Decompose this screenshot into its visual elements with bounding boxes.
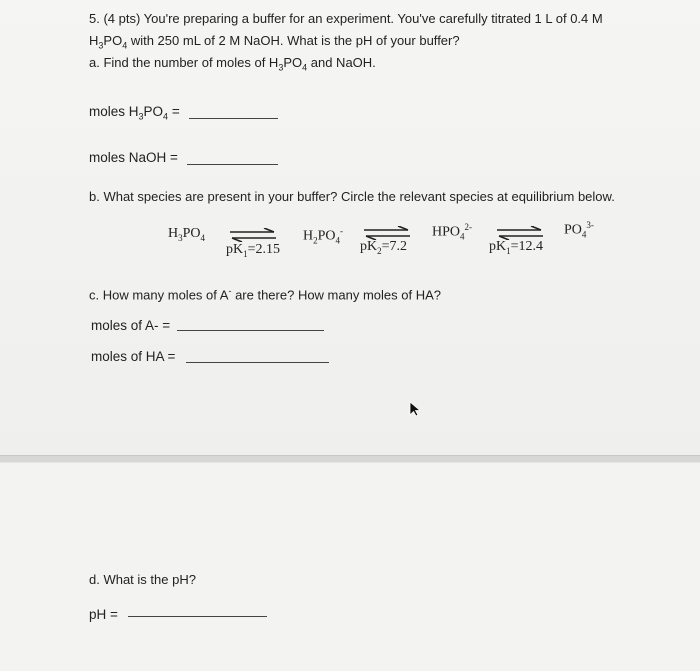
mouse-pointer-icon xyxy=(409,401,423,417)
moles-naoh-answer-line[interactable] xyxy=(187,164,278,165)
moles-a-minus-label: moles of A- = xyxy=(91,318,171,333)
pk2-label: $pK_2=7.2$ xyxy=(360,239,408,256)
moles-h3po4-answer-line[interactable] xyxy=(189,118,278,119)
pk3-label: $pK_1=12.4$ xyxy=(489,239,544,256)
part-c-prompt: c. How many moles of A- are there? How many moles of HA? xyxy=(89,286,441,303)
moles-a-minus-answer-line[interactable] xyxy=(177,330,324,331)
question-line-1: 5. (4 pts) You're preparing a buffer for an experiment. You've carefully titrated 1 L of 0.4 M xyxy=(89,11,603,26)
species-hpo4-2minus[interactable]: $HPO_4^{2-}$ xyxy=(432,222,473,242)
ph-answer-line[interactable] xyxy=(128,616,267,617)
ph-label: pH = xyxy=(89,607,118,622)
moles-ha-answer-line[interactable] xyxy=(186,362,329,363)
part-d-prompt: d. What is the pH? xyxy=(89,572,196,587)
moles-naoh-label: moles NaOH = xyxy=(89,150,178,165)
part-a-prompt: a. Find the number of moles of $H_3PO_4$ and NaOH. xyxy=(89,55,376,73)
pk1-label: $pK_1=2.15$ xyxy=(226,242,281,259)
equilibrium-arrow-1 xyxy=(228,228,278,242)
equilibrium-arrow-2 xyxy=(362,226,412,240)
species-h2po4-minus[interactable]: $H_2PO_4^-$ xyxy=(303,226,344,246)
page-divider xyxy=(0,455,700,463)
question-line-2: $H_3PO_4$ with 250 mL of 2 M NaOH. What is the pH of your buffer? xyxy=(89,33,460,51)
species-po4-3minus[interactable]: $PO_4^{3-}$ xyxy=(564,220,594,240)
part-b-prompt: b. What species are present in your buffer? Circle the relevant species at equilibrium below. xyxy=(89,189,615,204)
equilibrium-arrow-3 xyxy=(495,226,545,240)
worksheet-page-bottom xyxy=(0,463,700,671)
moles-ha-label: moles of HA = xyxy=(91,349,176,364)
species-h3po4[interactable]: $H_3PO_4$ xyxy=(168,226,206,243)
moles-h3po4-label: moles $H_3PO_4$ = xyxy=(89,104,180,122)
